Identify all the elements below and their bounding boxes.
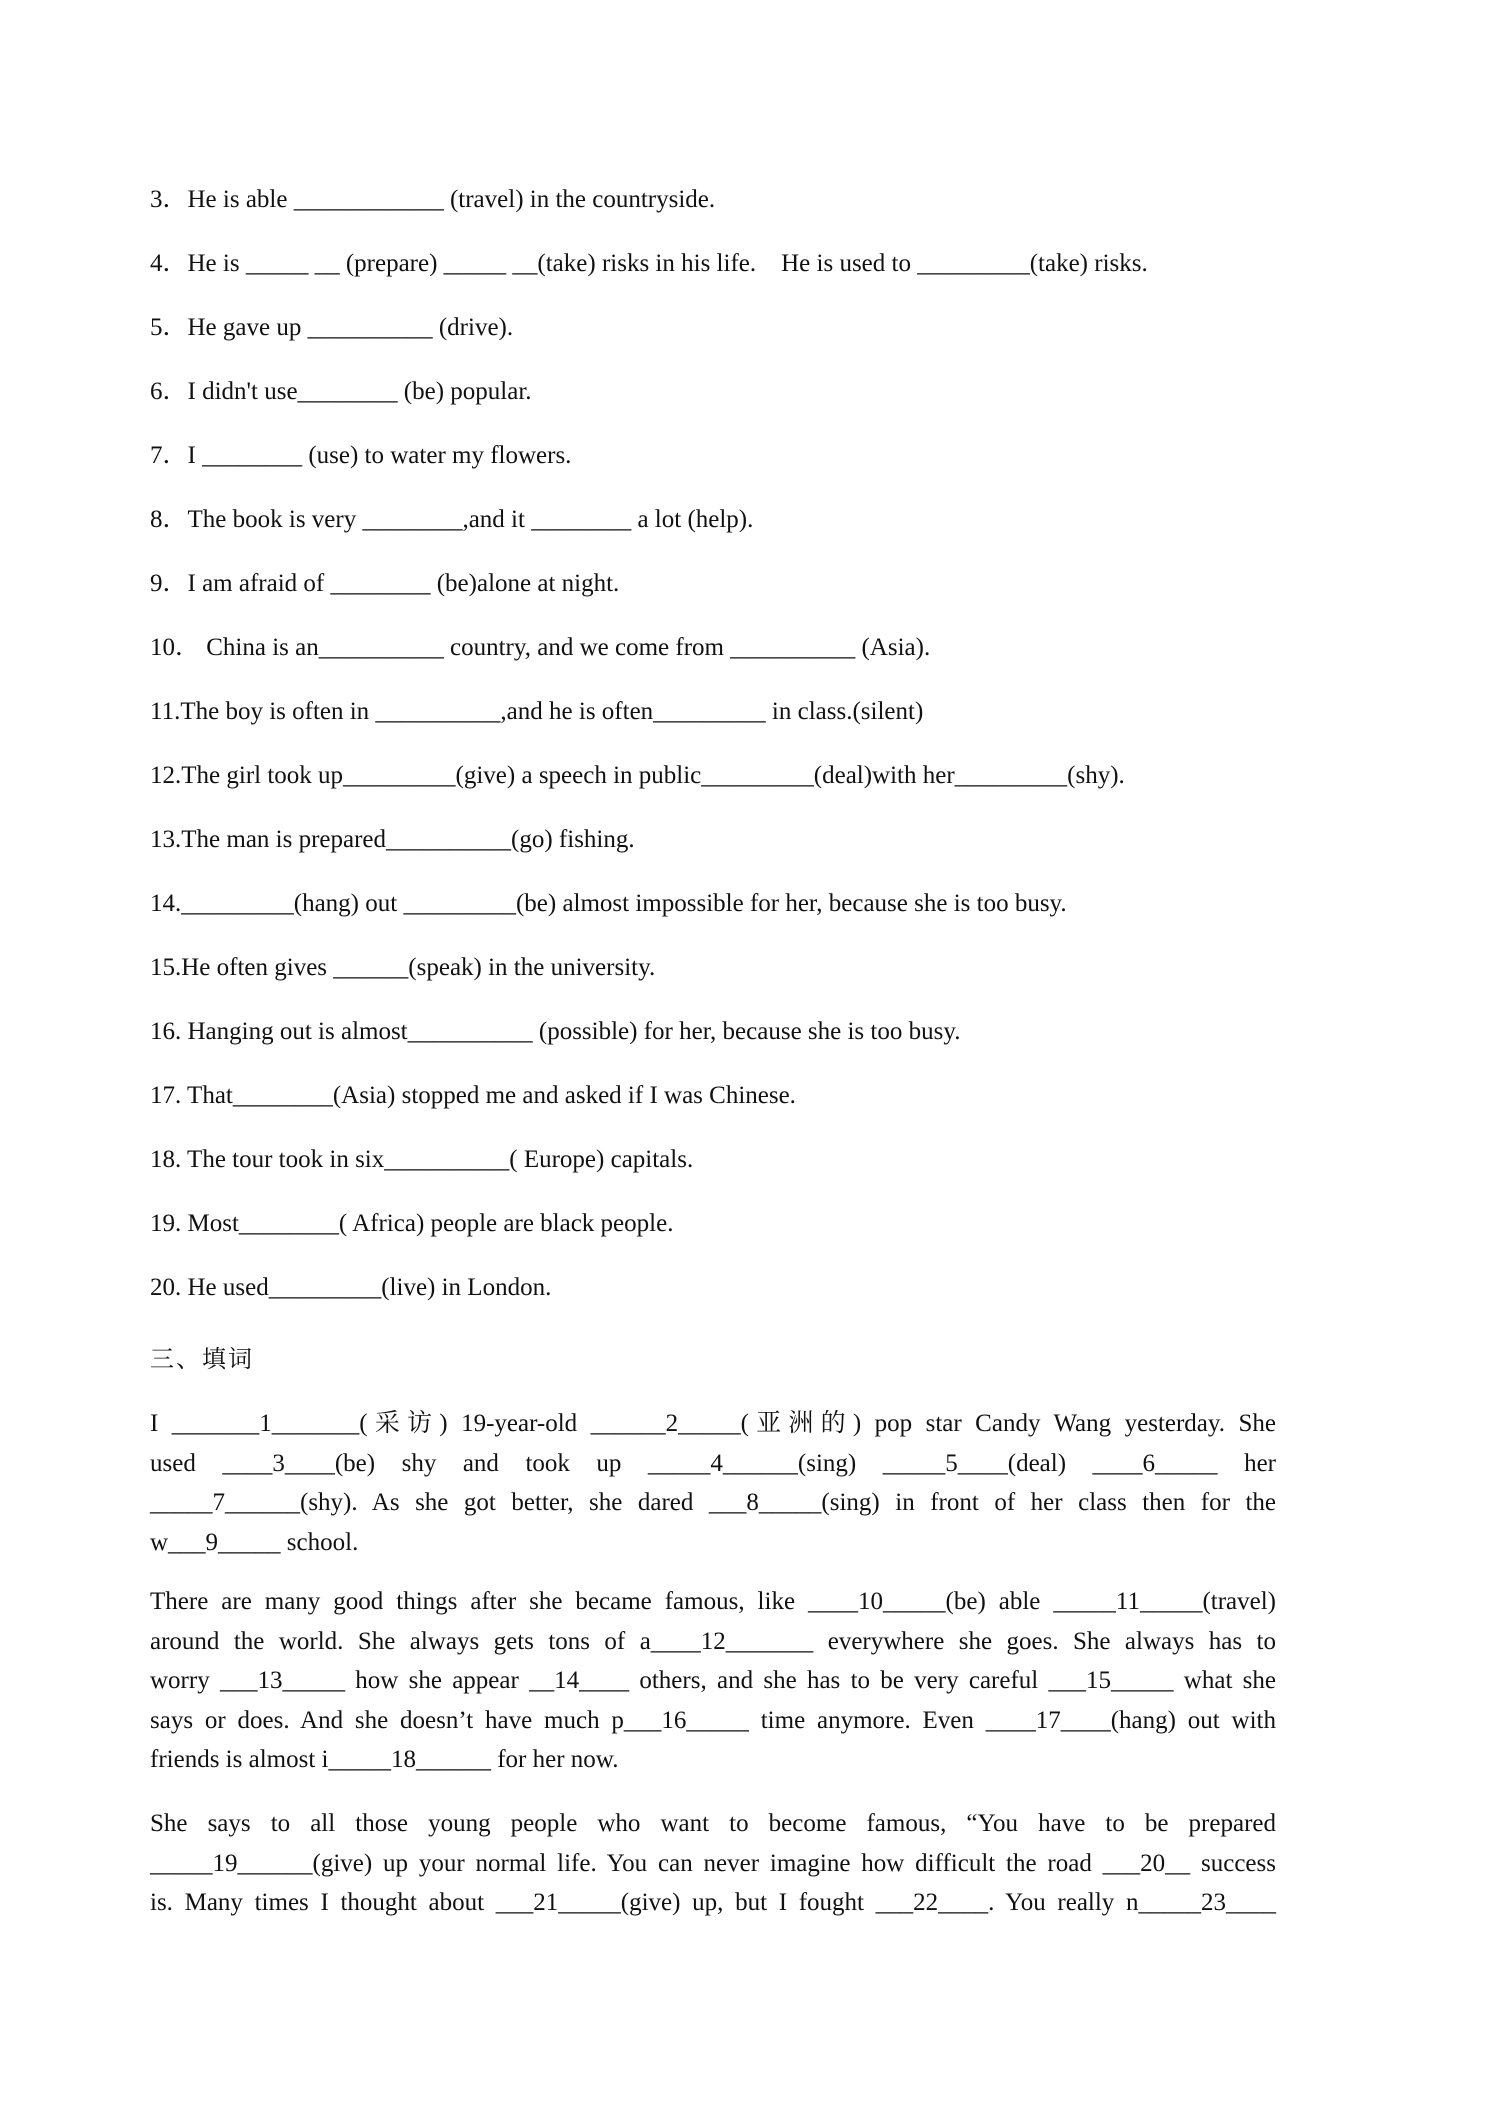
exercise-item: 17. That________(Asia) stopped me and asked if I was Chinese. <box>150 1082 796 1109</box>
passage-paragraph-1 <box>150 1404 1276 1562</box>
exercise-item: 18. The tour took in six__________( Europe) capitals. <box>150 1146 694 1173</box>
exercise-item: 14._________(hang) out _________(be) almost impossible for her, because she is too busy. <box>150 890 1067 917</box>
section-heading: 三、填词 <box>150 1345 254 1373</box>
passage-line: says or does. And she doesn’t have much p___16_____ time anymore. Even ____17____(hang) out with <box>150 1706 1276 1734</box>
exercise-item: 20. He used_________(live) in London. <box>150 1274 552 1301</box>
passage-line: w___9_____ school. <box>150 1528 359 1556</box>
exercise-item: 6．I didn't use________ (be) popular. <box>150 378 532 405</box>
exercise-item: 3．He is able ____________ (travel) in the countryside. <box>150 186 716 213</box>
passage-line: _____19______(give) up your normal life. You can never imagine how difficult the road ___20__ success <box>150 1849 1276 1877</box>
passage-line: She says to all those young people who want to become famous, “You have to be prepared <box>150 1810 1276 1837</box>
passage-paragraph-2 <box>150 1582 1276 1780</box>
exercise-item: 12.The girl took up_________(give) a speech in public_________(deal)with her_________(shy). <box>150 762 1125 789</box>
exercise-item: 10． China is an__________ country, and we come from __________ (Asia). <box>150 634 931 661</box>
exercise-item: 19. Most________( Africa) people are black people. <box>150 1210 674 1237</box>
passage-paragraph-3 <box>150 1804 1276 1923</box>
exercise-item: 8．The book is very ________,and it ________ a lot (help). <box>150 506 754 533</box>
passage-line: around the world. She always gets tons of a____12_______ everywhere she goes. She always has to <box>150 1627 1276 1655</box>
exercise-item: 15.He often gives ______(speak) in the university. <box>150 954 656 981</box>
exercise-item: 7．I ________ (use) to water my flowers. <box>150 442 572 469</box>
exercise-item: 4．He is _____ __ (prepare) _____ __(take) risks in his life. He is used to _________(take) risks. <box>150 250 1148 277</box>
passage-line: I _______1_______(采访) 19-year-old ______2_____(亚洲的) pop star Candy Wang yesterday. She <box>150 1410 1276 1437</box>
exercise-item: 16. Hanging out is almost__________ (possible) for her, because she is too busy. <box>150 1018 961 1045</box>
passage-line: is. Many times I thought about ___21_____(give) up, but I fought ___22____. You really n_____23____ <box>150 1889 1276 1916</box>
exercise-item: 5．He gave up __________ (drive). <box>150 314 514 341</box>
exercise-item: 9．I am afraid of ________ (be)alone at night. <box>150 570 620 597</box>
exercise-item: 13.The man is prepared__________(go) fishing. <box>150 826 635 853</box>
passage-line: worry ___13_____ how she appear __14____ others, and she has to be very careful ___15_____ what she <box>150 1667 1276 1694</box>
passage-line: used ____3____(be) shy and took up _____4______(sing) _____5____(deal) ____6_____ her <box>150 1449 1276 1477</box>
passage-line: friends is almost i_____18______ for her now. <box>150 1746 619 1773</box>
passage-line: _____7______(shy). As she got better, she dared ___8_____(sing) in front of her class then for the <box>150 1489 1276 1516</box>
exercise-item: 11.The boy is often in __________,and he is often_________ in class.(silent) <box>150 698 924 725</box>
passage-line: There are many good things after she became famous, like ____10_____(be) able _____11_____(travel) <box>150 1588 1276 1615</box>
